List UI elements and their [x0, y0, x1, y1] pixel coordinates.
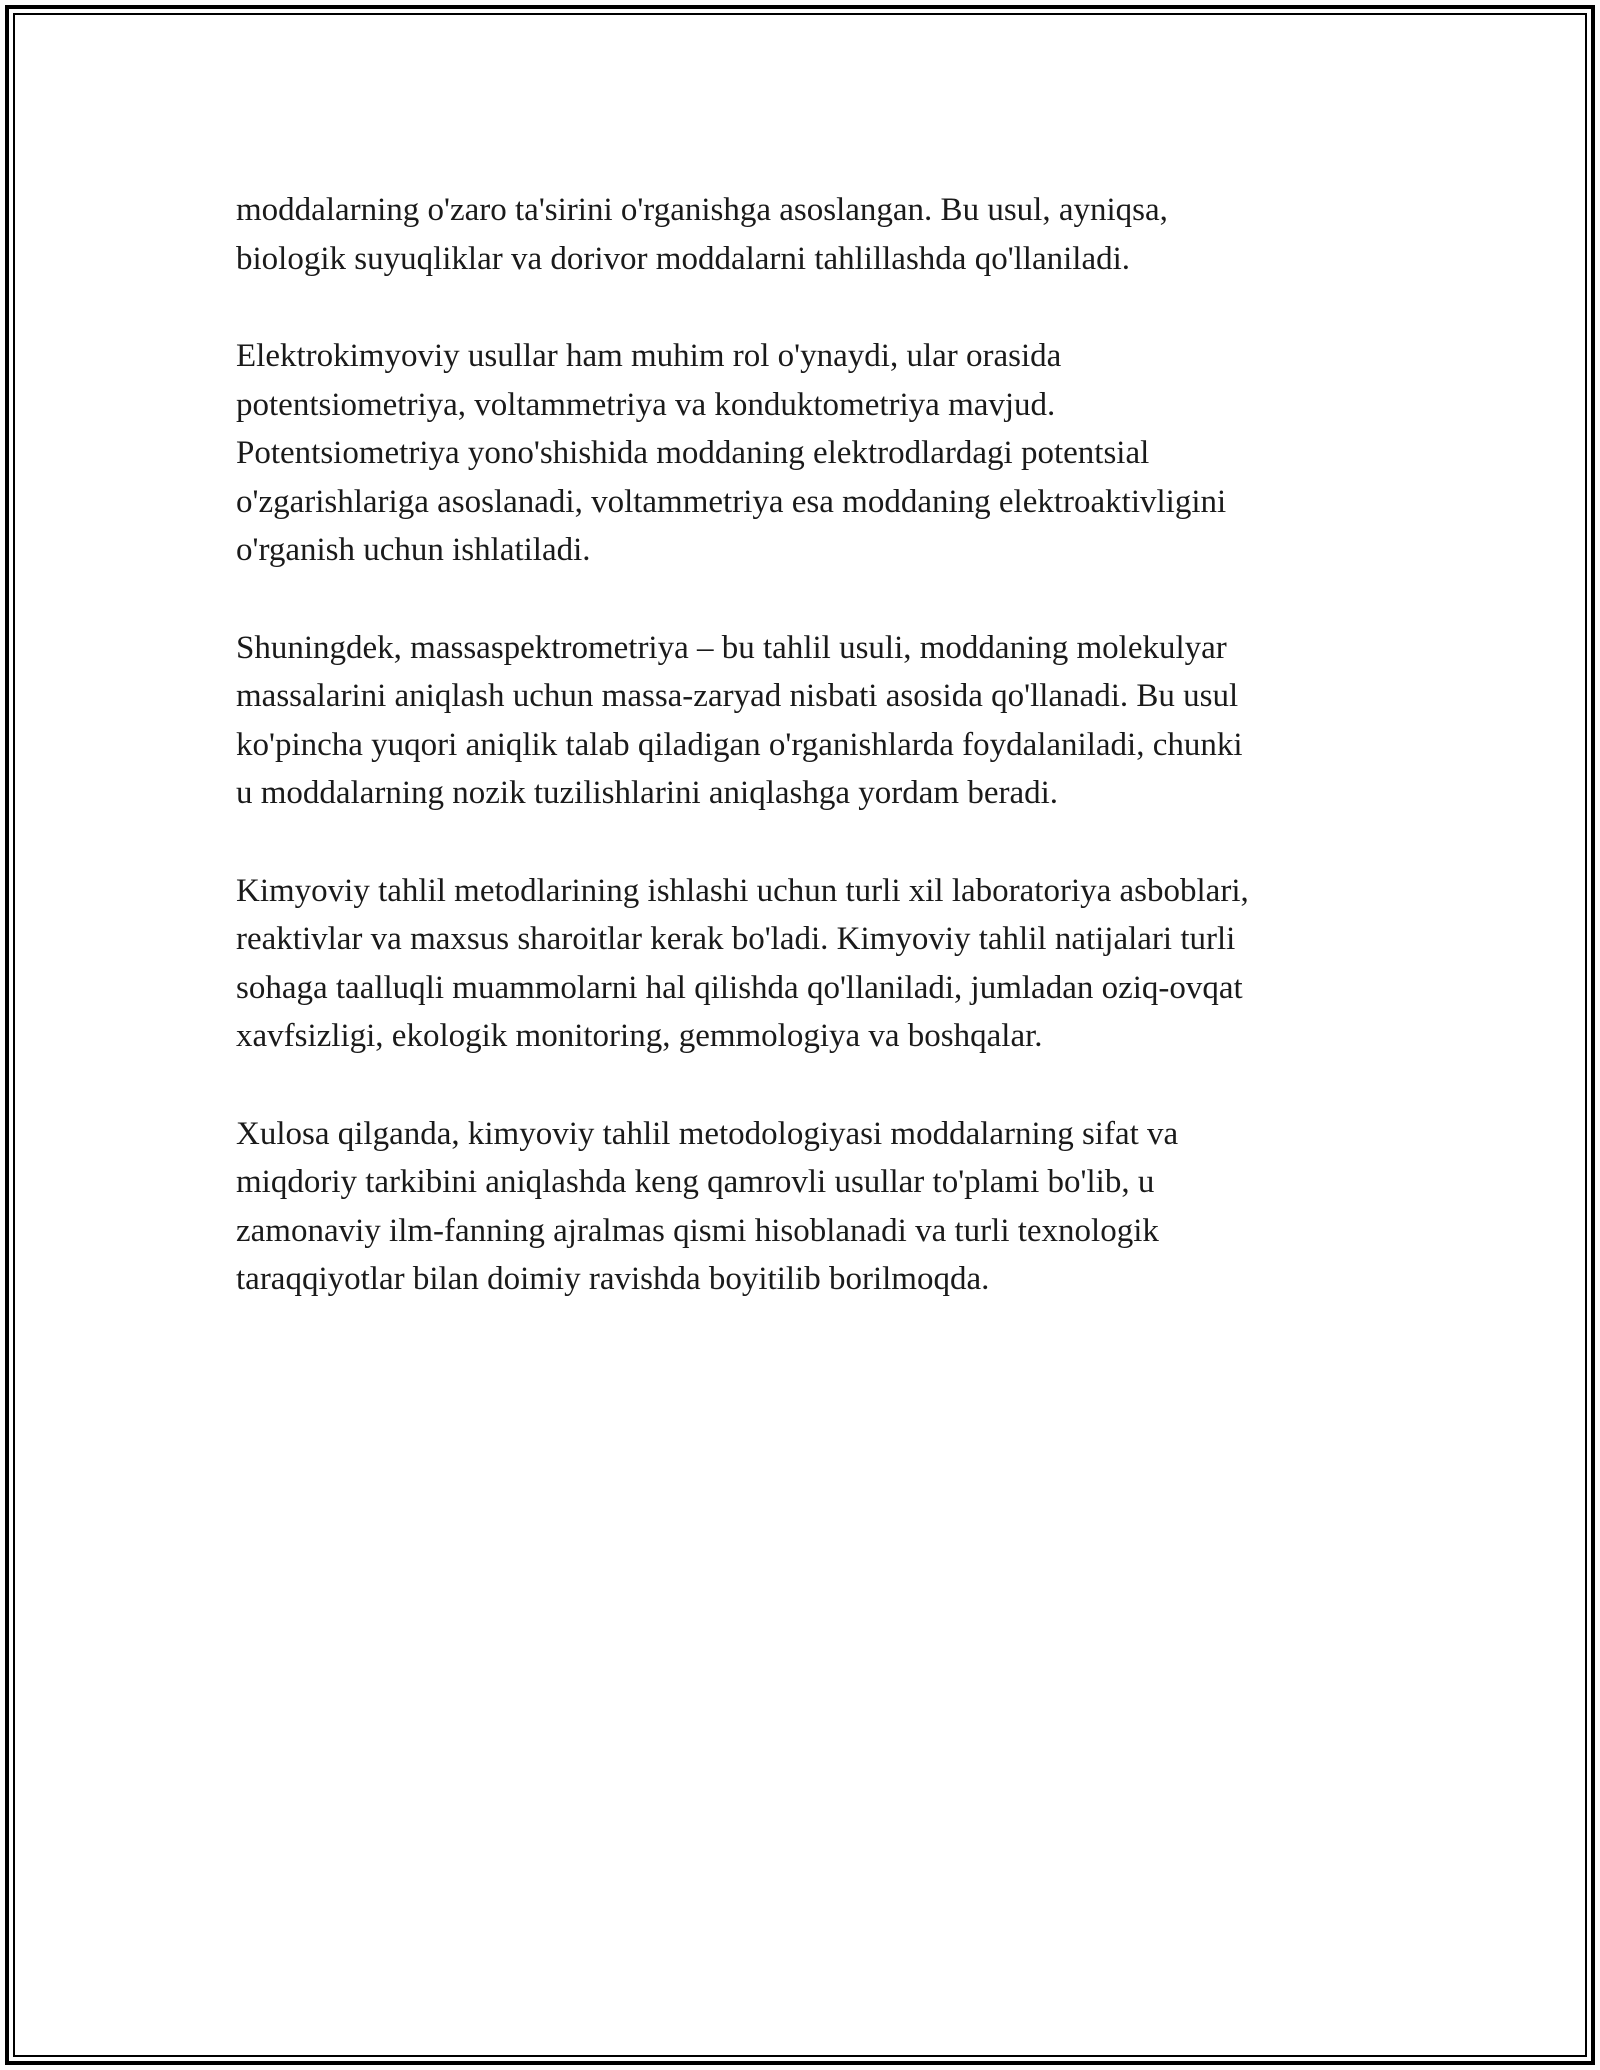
paragraph-5 [236, 1110, 1376, 1304]
text-line: miqdoriy tarkibini aniqlashda keng qamrovli usullar to'plami bo'lib, u [236, 1164, 1155, 1200]
text-line: o'zgarishlariga asoslanadi, voltammetriya esa moddaning elektroaktivligini [236, 483, 1227, 520]
text-line: reaktivlar va maxsus sharoitlar kerak bo'ladi. Kimyoviy tahlil natijalari turli [236, 921, 1236, 957]
text-line: massalarini aniqlash uchun massa-zaryad nisbati asosida qo'llanadi. Bu usul [236, 678, 1239, 714]
text-line: Kimyoviy tahlil metodlarining ishlashi uchun turli xil laboratoriya asboblari, [236, 872, 1249, 909]
text-line: Elektrokimyoviy usullar ham muhim rol o'ynaydi, ular orasida [236, 338, 1062, 374]
text-line: moddalarning o'zaro ta'sirini o'rganishga asoslangan. Bu usul, ayniqsa, [236, 192, 1168, 228]
document-body [236, 186, 1376, 1353]
text-line: xavfsizligi, ekologik monitoring, gemmologiya va boshqalar. [236, 1018, 1043, 1054]
paragraph-2 [236, 332, 1376, 575]
text-line: zamonaviy ilm-fanning ajralmas qismi hisoblanadi va turli texnologik [236, 1212, 1159, 1249]
text-line: sohaga taalluqli muammolarni hal qilishda qo'llaniladi, jumladan oziq-ovqat [236, 969, 1243, 1006]
text-line: Shuningdek, massaspektrometriya – bu tahlil usuli, moddaning molekulyar [236, 629, 1227, 666]
paragraph-4 [236, 867, 1376, 1061]
text-line: Xulosa qilganda, kimyoviy tahlil metodologiyasi moddalarning sifat va [236, 1115, 1179, 1152]
text-line: o'rganish uchun ishlatiladi. [236, 532, 591, 568]
text-line: biologik suyuqliklar va dorivor moddalarni tahlillashda qo'llaniladi. [236, 240, 1131, 277]
paragraph-1 [236, 186, 1376, 283]
text-line: taraqqiyotlar bilan doimiy ravishda boyitilib borilmoqda. [236, 1261, 990, 1297]
paragraph-3 [236, 624, 1376, 818]
text-line: Potentsiometriya yono'shishida moddaning elektrodlardagi potentsial [236, 435, 1150, 471]
text-line: potentsiometriya, voltammetriya va konduktometriya mavjud. [236, 386, 1056, 423]
text-line: u moddalarning nozik tuzilishlarini aniqlashga yordam beradi. [236, 775, 1059, 811]
text-line: ko'pincha yuqori aniqlik talab qiladigan o'rganishlarda foydalaniladi, chunki [236, 726, 1243, 763]
